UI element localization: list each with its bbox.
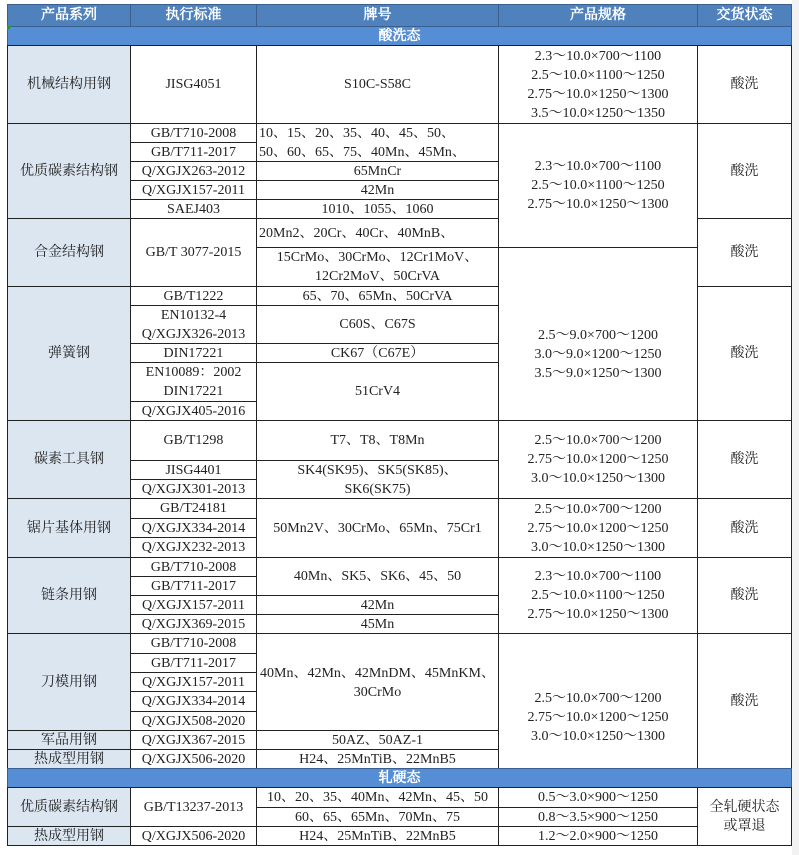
- series-cell: 链条用钢: [7, 557, 131, 634]
- standard-line: DIN17221: [163, 384, 224, 399]
- spec-line: 2.5～9.0×700～1200: [538, 327, 658, 343]
- spec-line: 3.5～10.0×1250～1350: [531, 105, 665, 121]
- standard-cell: GB/T13237-2013: [130, 787, 257, 827]
- delivery-cell: 酸洗: [697, 633, 792, 769]
- standard-cell: Q/XGJX506-2020: [130, 826, 257, 846]
- header-grade: 牌号: [256, 4, 499, 27]
- grade-line: SK6(SK75): [344, 481, 411, 497]
- spec-line: 2.5～10.0×700～1200: [534, 433, 662, 448]
- header-spec: 产品规格: [498, 4, 698, 27]
- grade-cell: [256, 247, 499, 287]
- series-cell: 合金结构钢: [7, 218, 131, 287]
- grade-cell: 50AZ、50AZ-1: [256, 730, 499, 750]
- grade-cell: H24、25MnTiB、22MnB5: [256, 826, 499, 846]
- standard-cell: GB/T 3077-2015: [130, 218, 257, 287]
- standard-cell: GB/T711-2017: [130, 576, 257, 596]
- scroll-edge: [792, 0, 799, 855]
- spec-line: 2.75～10.0×1250～1300: [527, 607, 669, 622]
- series-cell: 机械结构用钢: [7, 45, 131, 124]
- grade-cell: 65、70、65Mn、50CrVA: [256, 286, 499, 306]
- standard-cell: GB/T710-2008: [130, 557, 257, 577]
- spec-line: 2.75～10.0×1200～1250: [527, 710, 669, 725]
- series-cell: 锯片基体用钢: [7, 498, 131, 558]
- delivery-line: 全轧硬状态: [709, 798, 780, 815]
- series-cell: 热成型用钢: [7, 826, 131, 846]
- standard-cell: Q/XGJX369-2015: [130, 614, 257, 634]
- spec-line: 2.5～10.0×1100～1250: [531, 67, 665, 83]
- series-cell: 碳素工具钢: [7, 420, 131, 499]
- delivery-cell: 酸洗: [697, 498, 792, 558]
- grade-cell: [256, 460, 499, 499]
- series-cell: 军品用钢: [7, 730, 131, 750]
- spec-cell: [498, 123, 698, 248]
- spec-line: 3.0～10.0×1250～1300: [531, 471, 665, 486]
- section-pickled: 酸洗态: [7, 26, 792, 46]
- standard-cell: JISG4051: [130, 45, 257, 124]
- delivery-cell: 酸洗: [697, 420, 792, 499]
- standard-cell: Q/XGJX334-2014: [130, 691, 257, 712]
- grade-cell: H24、25MnTiB、22MnB5: [256, 749, 499, 769]
- grade-cell: [256, 633, 499, 731]
- spec-line: 2.3～10.0×700～1100: [534, 159, 662, 174]
- spec-cell: [498, 557, 698, 634]
- standard-cell: Q/XGJX232-2013: [130, 537, 257, 558]
- standard-cell: Q/XGJX367-2015: [130, 730, 257, 750]
- grade-line: 15CrMo、30CrMo、12Cr1MoV、: [276, 250, 479, 265]
- standard-cell: Q/XGJX508-2020: [130, 711, 257, 731]
- delivery-cell: 酸洗: [697, 218, 792, 287]
- spec-cell: [498, 247, 698, 421]
- spec-line: 2.75～10.0×1200～1250: [527, 520, 669, 536]
- grade-line: 50、60、65、75、40Mn、45Mn、: [259, 144, 466, 160]
- grade-cell: 1010、1055、1060: [256, 199, 499, 219]
- spec-cell: [498, 420, 698, 499]
- header-standard: 执行标准: [130, 4, 257, 27]
- series-cell: 优质碳素结构钢: [7, 787, 131, 827]
- standard-cell: Q/XGJX506-2020: [130, 749, 257, 769]
- standard-cell: GB/T711-2017: [130, 142, 257, 162]
- spec-cell: [498, 45, 698, 124]
- standard-cell: GB/T711-2017: [130, 653, 257, 673]
- standard-line: Q/XGJX326-2013: [141, 326, 246, 342]
- grade-line: 10、15、20、35、40、45、50、: [259, 125, 455, 141]
- spec-line: 2.75～10.0×1250～1300: [527, 86, 669, 102]
- standard-cell: [130, 305, 257, 344]
- grade-cell: 40Mn、SK5、SK6、45、50: [256, 557, 499, 596]
- standard-cell: JISG4401: [130, 460, 257, 480]
- header-series: 产品系列: [7, 4, 131, 27]
- grade-cell: S10C-S58C: [256, 45, 499, 124]
- series-cell: 优质碳素结构钢: [7, 123, 131, 219]
- delivery-cell: 酸洗: [697, 123, 792, 219]
- grade-cell: 20Mn2、20Cr、40Cr、40MnB、: [256, 218, 499, 248]
- spec-line: 2.5～10.0×1100～1250: [531, 178, 665, 193]
- series-cell: 弹簧钢: [7, 286, 131, 421]
- grade-cell: [256, 123, 499, 162]
- standard-cell: DIN17221: [130, 343, 257, 363]
- spec-line: 2.75～10.0×1250～1300: [527, 197, 669, 212]
- spec-cell: [498, 633, 698, 769]
- standard-cell: GB/T24181: [130, 498, 257, 519]
- spec-cell: 0.8～3.5×900～1250: [498, 807, 698, 827]
- grade-line: 40Mn、42Mn、42MnDM、45MnKM、: [260, 666, 495, 681]
- grade-cell: 42Mn: [256, 595, 499, 615]
- standard-cell: GB/T710-2008: [130, 633, 257, 654]
- delivery-line: 或罩退: [723, 817, 766, 834]
- series-cell: 热成型用钢: [7, 749, 131, 769]
- standard-cell: [130, 362, 257, 402]
- standard-cell: Q/XGJX301-2013: [130, 479, 257, 499]
- grade-cell: 50Mn2V、30CrMo、65Mn、75Cr1: [256, 498, 499, 558]
- standard-cell: GB/T1298: [130, 420, 257, 461]
- spec-line: 2.75～10.0×1200～1250: [527, 452, 669, 467]
- grade-line: 12Cr2MoV、50CrVA: [315, 269, 440, 284]
- standard-cell: Q/XGJX334-2014: [130, 518, 257, 538]
- standard-cell: SAEJ403: [130, 199, 257, 219]
- spec-line: 2.3～10.0×700～1100: [534, 569, 662, 584]
- section-rolled: 轧硬态: [7, 768, 792, 788]
- spec-line: 2.5～10.0×700～1200: [534, 691, 662, 706]
- grade-cell: 51CrV4: [256, 362, 499, 421]
- standard-line: EN10132-4: [160, 307, 227, 323]
- spec-line: 3.0～9.0×1200～1250: [534, 346, 662, 362]
- spec-line: 2.5～10.0×1100～1250: [531, 588, 665, 603]
- spec-cell: 1.2～2.0×900～1250: [498, 826, 698, 846]
- standard-line: EN10089：2002: [145, 365, 242, 380]
- standard-cell: GB/T710-2008: [130, 123, 257, 143]
- standard-cell: Q/XGJX157-2011: [130, 672, 257, 692]
- grade-cell: 45Mn: [256, 614, 499, 634]
- grade-cell: T7、T8、T8Mn: [256, 420, 499, 461]
- delivery-cell: 酸洗: [697, 45, 792, 124]
- standard-cell: Q/XGJX263-2012: [130, 161, 257, 181]
- grade-cell: 10、20、35、40Mn、42Mn、45、50: [256, 787, 499, 808]
- delivery-cell: 酸洗: [697, 286, 792, 421]
- standard-cell: Q/XGJX405-2016: [130, 401, 257, 421]
- series-cell: 刀模用钢: [7, 633, 131, 731]
- cell-comment-marker: [7, 26, 12, 31]
- header-delivery: 交货状态: [697, 4, 792, 27]
- spec-line: 3.0～10.0×1250～1300: [531, 539, 665, 555]
- spec-cell: 0.5～3.0×900～1250: [498, 787, 698, 808]
- grade-cell: 60、65、65Mn、70Mn、75: [256, 807, 499, 827]
- spec-line: 2.5～10.0×700～1200: [534, 501, 662, 517]
- standard-cell: Q/XGJX157-2011: [130, 595, 257, 615]
- delivery-cell: [697, 787, 792, 846]
- delivery-cell: 酸洗: [697, 557, 792, 634]
- grade-line: SK4(SK95)、SK5(SK85)、: [297, 462, 458, 478]
- grade-cell: CK67（C67E）: [256, 343, 499, 363]
- grade-cell: 42Mn: [256, 180, 499, 200]
- grade-cell: C60S、C67S: [256, 305, 499, 344]
- spec-cell: [498, 498, 698, 558]
- standard-cell: GB/T1222: [130, 286, 257, 306]
- grade-cell: 65MnCr: [256, 161, 499, 181]
- spec-line: 3.0～10.0×1250～1300: [531, 729, 665, 744]
- grade-line: 30CrMo: [353, 685, 402, 700]
- spec-line: 2.3～10.0×700～1100: [534, 48, 662, 64]
- standard-cell: Q/XGJX157-2011: [130, 180, 257, 200]
- spec-line: 3.5～9.0×1250～1300: [534, 365, 662, 381]
